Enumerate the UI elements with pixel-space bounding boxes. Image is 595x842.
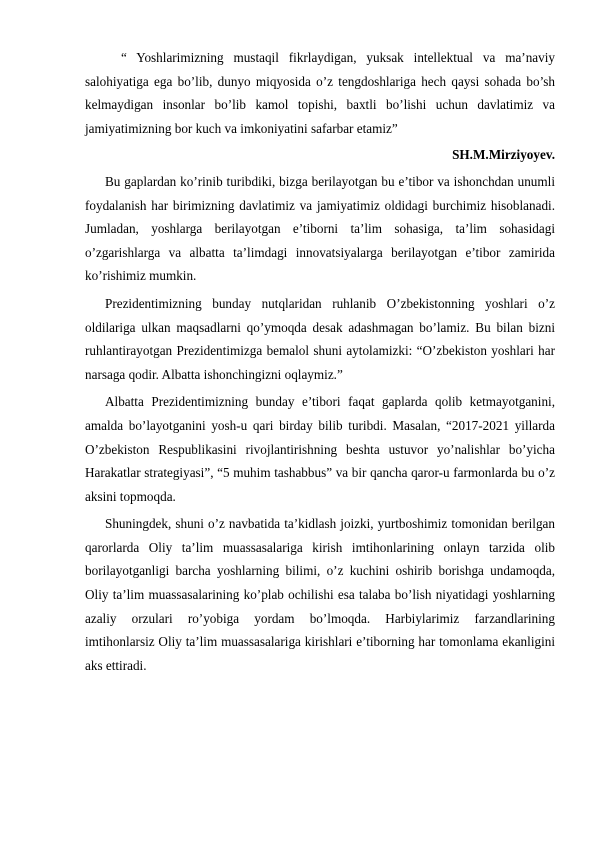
epigraph-author: SH.M.Mirziyoyev.: [452, 147, 555, 163]
paragraph: Shuningdek, shuni o’z navbatida ta’kidlash joizki, yurtboshimiz tomonidan berilgan qarorlarda Oliy ta’lim muassasalariga kirish imtihonlarining onlayn tarzida olib borilayotganligi barcha yoshlarning bilimi, o’z kuchini oshirib borishga undamoqda, Oliy ta’lim muassasalarining ko’plab ochilishi esa talaba bo’lish niyatidagi yoshlarning azaliy orzulari ro’yobiga yordam bo’lmoqda. Harbiylarimiz farzandlarining imtihonlarsiz Oliy ta’lim muassasalariga kirishlari e’tiborning har tomonlama ekanligini aks ettiradi.: [85, 516, 555, 673]
paragraph: Prezidentimizning bunday nutqlaridan ruhlanib O’zbekistonning yoshlari o’z oldilariga ulkan maqsadlarni qo’ymoqda desak adashmagan bo’lamiz. Bu bilan bizni ruhlantirayotgan Prezidentimizga bemalol shuni aytolamizki: “O’zbekiston yoshlari har narsaga qodir. Albatta ishonchingizni oqlaymiz.”: [85, 295, 555, 382]
epigraph-quote: “ Yoshlarimizning mustaqil fikrlaydigan, yuksak intellektual va ma’naviy salohiyatiga ega bo’lib, dunyo miqyosida o’z tengdoshlariga hech qaysi sohada bo’sh kelmaydigan insonlar bo’lib kamol topishi, baxtli bo’lishi uchun davlatimiz va jamiyatimizning bor kuch va imkoniyatini safarbar etamiz”: [85, 50, 555, 136]
paragraph: Albatta Prezidentimizning bunday e’tibori faqat gaplarda qolib ketmayotganini, amalda bo’layotganini yosh-u qari birday bilib turibdi. Masalan, “2017-2021 yillarda O’zbekiston Respublikasini rivojlantirishning beshta ustuvor yo’nalishlar bo’yicha Harakatlar strategiyasi”, “5 muhim tashabbus” va bir qancha qaror-u farmonlarda bu o’z aksini topmoqda.: [85, 394, 555, 504]
paragraph: Bu gaplardan ko’rinib turibdiki, bizga berilayotgan bu e’tibor va ishonchdan unumli foydalanish har birimizning davlatimiz va jamiyatimiz oldidagi burchimiz hisoblanadi. Jumladan, yoshlarga berilayotgan e’tiborni ta’lim sohasiga, ta’lim sohasidagi o’zgarishlarga va albatta ta’limdagi innovatsiyalarga berilayotgan e’tibor zamirida ko’rishimiz mumkin.: [85, 173, 555, 284]
document-page: [85, 46, 555, 677]
